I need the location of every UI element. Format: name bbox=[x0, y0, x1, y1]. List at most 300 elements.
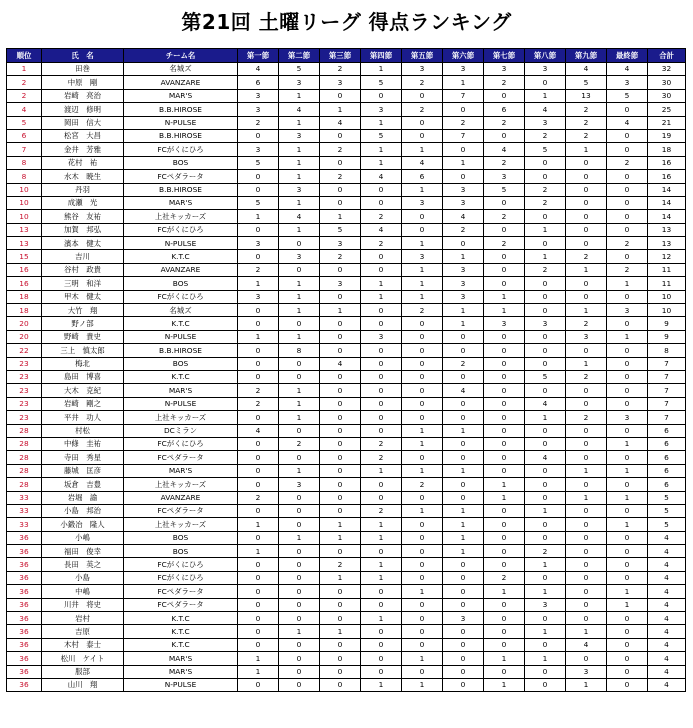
cell-final-round: 1 bbox=[607, 491, 648, 504]
cell-round-7: 0 bbox=[484, 464, 525, 477]
cell-round-3: 0 bbox=[320, 545, 361, 558]
cell-round-5: 2 bbox=[402, 304, 443, 317]
cell-team-name: 上社キッカーズ bbox=[124, 210, 238, 223]
cell-round-5: 1 bbox=[402, 678, 443, 691]
cell-round-8: 5 bbox=[525, 370, 566, 383]
cell-round-8: 1 bbox=[525, 504, 566, 517]
cell-round-9: 3 bbox=[566, 665, 607, 678]
cell-round-7: 3 bbox=[484, 63, 525, 76]
cell-round-3: 0 bbox=[320, 652, 361, 665]
cell-round-4: 1 bbox=[361, 143, 402, 156]
cell-team-name: K.T.C bbox=[124, 370, 238, 383]
cell-round-7: 2 bbox=[484, 210, 525, 223]
cell-final-round: 3 bbox=[607, 411, 648, 424]
cell-round-2: 1 bbox=[279, 277, 320, 290]
cell-team-name: FCがくにひろ bbox=[124, 223, 238, 236]
cell-round-5: 0 bbox=[402, 491, 443, 504]
cell-round-6: 0 bbox=[443, 585, 484, 598]
cell-total: 4 bbox=[648, 625, 686, 638]
table-row bbox=[7, 612, 686, 625]
cell-round-2: 1 bbox=[279, 625, 320, 638]
cell-round-9: 0 bbox=[566, 451, 607, 464]
cell-round-8: 1 bbox=[525, 585, 566, 598]
header-cell-round-4: 第四節 bbox=[361, 49, 402, 63]
cell-round-6: 3 bbox=[443, 277, 484, 290]
cell-team-name: K.T.C bbox=[124, 625, 238, 638]
cell-player-name: 坂倉 吉豊 bbox=[42, 478, 124, 491]
cell-round-1: 4 bbox=[238, 63, 279, 76]
cell-round-5: 0 bbox=[402, 638, 443, 651]
cell-round-6: 0 bbox=[443, 170, 484, 183]
cell-team-name: FCがくにひろ bbox=[124, 143, 238, 156]
cell-round-8: 0 bbox=[525, 424, 566, 437]
cell-round-5: 1 bbox=[402, 277, 443, 290]
cell-round-1: 2 bbox=[238, 116, 279, 129]
cell-round-4: 0 bbox=[361, 89, 402, 102]
cell-player-name: 中條 圭祐 bbox=[42, 437, 124, 450]
cell-team-name: FCペダラータ bbox=[124, 451, 238, 464]
cell-round-3: 0 bbox=[320, 598, 361, 611]
cell-total: 19 bbox=[648, 129, 686, 142]
cell-round-5: 6 bbox=[402, 170, 443, 183]
cell-round-8: 0 bbox=[525, 491, 566, 504]
cell-round-1: 0 bbox=[238, 504, 279, 517]
cell-round-9: 0 bbox=[566, 518, 607, 531]
cell-round-3: 0 bbox=[320, 317, 361, 330]
cell-player-name: 岩崎 亮治 bbox=[42, 89, 124, 102]
cell-round-6: 0 bbox=[443, 451, 484, 464]
cell-round-2: 3 bbox=[279, 478, 320, 491]
cell-team-name: BOS bbox=[124, 545, 238, 558]
cell-round-2: 0 bbox=[279, 357, 320, 370]
table-row bbox=[7, 491, 686, 504]
table-row bbox=[7, 76, 686, 89]
cell-round-9: 0 bbox=[566, 531, 607, 544]
cell-player-name: 寺田 秀星 bbox=[42, 451, 124, 464]
cell-round-1: 0 bbox=[238, 464, 279, 477]
cell-player-name: 吉川 bbox=[42, 250, 124, 263]
cell-round-5: 2 bbox=[402, 478, 443, 491]
cell-round-6: 7 bbox=[443, 89, 484, 102]
cell-round-6: 0 bbox=[443, 665, 484, 678]
cell-round-3: 0 bbox=[320, 196, 361, 209]
cell-round-6: 0 bbox=[443, 491, 484, 504]
table-row bbox=[7, 129, 686, 142]
cell-team-name: BOS bbox=[124, 277, 238, 290]
cell-round-5: 2 bbox=[402, 103, 443, 116]
table-row bbox=[7, 170, 686, 183]
table-row bbox=[7, 277, 686, 290]
cell-total: 9 bbox=[648, 317, 686, 330]
cell-round-5: 0 bbox=[402, 558, 443, 571]
cell-round-4: 1 bbox=[361, 518, 402, 531]
cell-round-3: 0 bbox=[320, 585, 361, 598]
cell-rank: 23 bbox=[7, 411, 42, 424]
cell-round-5: 0 bbox=[402, 89, 443, 102]
cell-round-6: 0 bbox=[443, 330, 484, 343]
cell-round-3: 0 bbox=[320, 397, 361, 410]
cell-rank: 23 bbox=[7, 357, 42, 370]
cell-round-5: 0 bbox=[402, 411, 443, 424]
cell-round-8: 3 bbox=[525, 116, 566, 129]
cell-player-name: 山川 翔 bbox=[42, 678, 124, 691]
cell-round-9: 0 bbox=[566, 384, 607, 397]
cell-round-8: 0 bbox=[525, 531, 566, 544]
header-cell-round-9: 第九節 bbox=[566, 49, 607, 63]
cell-team-name: BOS bbox=[124, 357, 238, 370]
cell-rank: 16 bbox=[7, 277, 42, 290]
cell-round-3: 0 bbox=[320, 411, 361, 424]
cell-rank: 33 bbox=[7, 504, 42, 517]
cell-final-round: 0 bbox=[607, 196, 648, 209]
cell-round-6: 0 bbox=[443, 370, 484, 383]
cell-player-name: 野崎 貴史 bbox=[42, 330, 124, 343]
cell-team-name: FCペダラータ bbox=[124, 598, 238, 611]
cell-round-2: 1 bbox=[279, 116, 320, 129]
cell-round-8: 0 bbox=[525, 678, 566, 691]
cell-round-8: 2 bbox=[525, 129, 566, 142]
cell-round-5: 0 bbox=[402, 451, 443, 464]
cell-player-name: 梅北 bbox=[42, 357, 124, 370]
cell-round-4: 0 bbox=[361, 317, 402, 330]
cell-round-4: 0 bbox=[361, 652, 402, 665]
cell-rank: 13 bbox=[7, 237, 42, 250]
cell-final-round: 0 bbox=[607, 210, 648, 223]
table-row bbox=[7, 665, 686, 678]
cell-round-1: 2 bbox=[238, 491, 279, 504]
cell-team-name: AVANZARE bbox=[124, 76, 238, 89]
cell-round-1: 0 bbox=[238, 678, 279, 691]
cell-team-name: K.T.C bbox=[124, 317, 238, 330]
cell-round-7: 1 bbox=[484, 478, 525, 491]
cell-round-1: 0 bbox=[238, 357, 279, 370]
cell-round-1: 0 bbox=[238, 478, 279, 491]
cell-player-name: 平井 功人 bbox=[42, 411, 124, 424]
cell-round-1: 0 bbox=[238, 571, 279, 584]
cell-round-5: 1 bbox=[402, 237, 443, 250]
cell-round-2: 1 bbox=[279, 143, 320, 156]
cell-round-2: 1 bbox=[279, 397, 320, 410]
cell-round-8: 0 bbox=[525, 612, 566, 625]
cell-round-8: 0 bbox=[525, 478, 566, 491]
cell-player-name: 小島 bbox=[42, 571, 124, 584]
cell-round-5: 0 bbox=[402, 397, 443, 410]
cell-team-name: N-PULSE bbox=[124, 678, 238, 691]
cell-final-round: 0 bbox=[607, 504, 648, 517]
cell-round-2: 1 bbox=[279, 304, 320, 317]
cell-total: 4 bbox=[648, 678, 686, 691]
header-cell-round-5: 第五節 bbox=[402, 49, 443, 63]
cell-round-7: 0 bbox=[484, 223, 525, 236]
cell-round-2: 0 bbox=[279, 263, 320, 276]
cell-team-name: FCがくにひろ bbox=[124, 558, 238, 571]
cell-round-1: 0 bbox=[238, 638, 279, 651]
cell-round-5: 1 bbox=[402, 437, 443, 450]
cell-round-4: 4 bbox=[361, 170, 402, 183]
table-row bbox=[7, 518, 686, 531]
table-row bbox=[7, 89, 686, 102]
cell-final-round: 0 bbox=[607, 129, 648, 142]
cell-total: 30 bbox=[648, 89, 686, 102]
cell-round-4: 1 bbox=[361, 678, 402, 691]
cell-player-name: 村松 bbox=[42, 424, 124, 437]
cell-final-round: 5 bbox=[607, 89, 648, 102]
cell-round-6: 4 bbox=[443, 384, 484, 397]
cell-team-name: FCがくにひろ bbox=[124, 571, 238, 584]
cell-round-2: 1 bbox=[279, 156, 320, 169]
cell-round-2: 0 bbox=[279, 598, 320, 611]
cell-final-round: 0 bbox=[607, 223, 648, 236]
cell-rank: 36 bbox=[7, 612, 42, 625]
header-cell-round-1: 第一節 bbox=[238, 49, 279, 63]
cell-rank: 10 bbox=[7, 183, 42, 196]
ranking-table bbox=[6, 48, 686, 692]
cell-final-round: 0 bbox=[607, 384, 648, 397]
cell-round-1: 0 bbox=[238, 183, 279, 196]
cell-round-7: 0 bbox=[484, 638, 525, 651]
cell-round-8: 0 bbox=[525, 518, 566, 531]
cell-total: 6 bbox=[648, 464, 686, 477]
table-row bbox=[7, 210, 686, 223]
header-cell-player-name: 氏 名 bbox=[42, 49, 124, 63]
cell-round-7: 0 bbox=[484, 196, 525, 209]
cell-final-round: 0 bbox=[607, 558, 648, 571]
cell-rank: 8 bbox=[7, 170, 42, 183]
cell-round-2: 0 bbox=[279, 545, 320, 558]
cell-round-4: 0 bbox=[361, 357, 402, 370]
cell-round-9: 0 bbox=[566, 598, 607, 611]
cell-team-name: MAR'S bbox=[124, 196, 238, 209]
cell-round-8: 0 bbox=[525, 344, 566, 357]
table-row bbox=[7, 571, 686, 584]
cell-round-9: 1 bbox=[566, 143, 607, 156]
cell-round-6: 3 bbox=[443, 263, 484, 276]
cell-total: 14 bbox=[648, 183, 686, 196]
cell-round-3: 2 bbox=[320, 250, 361, 263]
cell-round-4: 1 bbox=[361, 558, 402, 571]
cell-round-5: 0 bbox=[402, 210, 443, 223]
cell-rank: 20 bbox=[7, 317, 42, 330]
cell-rank: 13 bbox=[7, 223, 42, 236]
table-row bbox=[7, 558, 686, 571]
header-row bbox=[7, 49, 686, 63]
cell-round-4: 1 bbox=[361, 277, 402, 290]
cell-player-name: 吉原 bbox=[42, 625, 124, 638]
cell-rank: 36 bbox=[7, 545, 42, 558]
table-row bbox=[7, 545, 686, 558]
cell-round-7: 0 bbox=[484, 518, 525, 531]
cell-player-name: 藤城 匡彦 bbox=[42, 464, 124, 477]
cell-round-7: 0 bbox=[484, 545, 525, 558]
cell-round-4: 0 bbox=[361, 304, 402, 317]
cell-total: 9 bbox=[648, 330, 686, 343]
cell-round-9: 0 bbox=[566, 612, 607, 625]
cell-round-4: 1 bbox=[361, 571, 402, 584]
cell-round-1: 0 bbox=[238, 370, 279, 383]
table-row bbox=[7, 531, 686, 544]
cell-round-1: 3 bbox=[238, 290, 279, 303]
cell-total: 10 bbox=[648, 290, 686, 303]
cell-round-2: 3 bbox=[279, 76, 320, 89]
cell-round-5: 0 bbox=[402, 129, 443, 142]
cell-round-1: 1 bbox=[238, 518, 279, 531]
cell-round-2: 0 bbox=[279, 585, 320, 598]
cell-round-4: 0 bbox=[361, 638, 402, 651]
cell-round-7: 3 bbox=[484, 170, 525, 183]
cell-round-5: 3 bbox=[402, 63, 443, 76]
cell-round-9: 1 bbox=[566, 304, 607, 317]
cell-total: 5 bbox=[648, 504, 686, 517]
cell-round-3: 0 bbox=[320, 638, 361, 651]
cell-round-5: 0 bbox=[402, 571, 443, 584]
cell-round-7: 3 bbox=[484, 317, 525, 330]
cell-round-4: 0 bbox=[361, 545, 402, 558]
cell-round-7: 1 bbox=[484, 652, 525, 665]
cell-round-3: 0 bbox=[320, 183, 361, 196]
cell-player-name: 大木 克紀 bbox=[42, 384, 124, 397]
cell-round-7: 0 bbox=[484, 370, 525, 383]
header-cell-final-round: 最終節 bbox=[607, 49, 648, 63]
cell-round-4: 0 bbox=[361, 665, 402, 678]
cell-round-1: 0 bbox=[238, 250, 279, 263]
cell-team-name: B.B.HIROSE bbox=[124, 129, 238, 142]
cell-round-2: 2 bbox=[279, 437, 320, 450]
table-row bbox=[7, 585, 686, 598]
cell-round-6: 7 bbox=[443, 129, 484, 142]
cell-total: 4 bbox=[648, 612, 686, 625]
cell-round-2: 1 bbox=[279, 330, 320, 343]
cell-round-3: 0 bbox=[320, 437, 361, 450]
cell-final-round: 0 bbox=[607, 612, 648, 625]
cell-team-name: 上社キッカーズ bbox=[124, 518, 238, 531]
cell-round-8: 0 bbox=[525, 156, 566, 169]
table-row bbox=[7, 196, 686, 209]
cell-final-round: 3 bbox=[607, 76, 648, 89]
cell-player-name: 濱本 健太 bbox=[42, 237, 124, 250]
cell-round-2: 3 bbox=[279, 183, 320, 196]
cell-round-5: 1 bbox=[402, 424, 443, 437]
table-row bbox=[7, 638, 686, 651]
cell-round-9: 3 bbox=[566, 330, 607, 343]
cell-round-2: 0 bbox=[279, 558, 320, 571]
cell-round-6: 0 bbox=[443, 571, 484, 584]
cell-player-name: 大竹 翔 bbox=[42, 304, 124, 317]
cell-team-name: B.B.HIROSE bbox=[124, 183, 238, 196]
cell-round-7: 0 bbox=[484, 665, 525, 678]
cell-final-round: 1 bbox=[607, 437, 648, 450]
cell-round-3: 1 bbox=[320, 103, 361, 116]
cell-round-9: 0 bbox=[566, 397, 607, 410]
cell-player-name: 木村 泰士 bbox=[42, 638, 124, 651]
cell-player-name: 加賀 邦弘 bbox=[42, 223, 124, 236]
cell-player-name: 三上 慎太郎 bbox=[42, 344, 124, 357]
cell-round-4: 1 bbox=[361, 464, 402, 477]
cell-rank: 33 bbox=[7, 491, 42, 504]
cell-round-5: 0 bbox=[402, 625, 443, 638]
cell-final-round: 1 bbox=[607, 585, 648, 598]
cell-round-9: 0 bbox=[566, 290, 607, 303]
cell-rank: 8 bbox=[7, 156, 42, 169]
cell-team-name: MAR'S bbox=[124, 464, 238, 477]
table-row bbox=[7, 451, 686, 464]
cell-rank: 36 bbox=[7, 665, 42, 678]
cell-round-7: 1 bbox=[484, 678, 525, 691]
table-row bbox=[7, 625, 686, 638]
cell-rank: 4 bbox=[7, 103, 42, 116]
cell-round-4: 2 bbox=[361, 210, 402, 223]
cell-total: 7 bbox=[648, 397, 686, 410]
cell-round-5: 0 bbox=[402, 344, 443, 357]
cell-round-6: 0 bbox=[443, 344, 484, 357]
cell-round-7: 0 bbox=[484, 344, 525, 357]
cell-total: 4 bbox=[648, 545, 686, 558]
table-row bbox=[7, 424, 686, 437]
cell-final-round: 4 bbox=[607, 63, 648, 76]
cell-round-8: 0 bbox=[525, 330, 566, 343]
cell-round-9: 2 bbox=[566, 370, 607, 383]
cell-team-name: MAR'S bbox=[124, 665, 238, 678]
cell-rank: 2 bbox=[7, 76, 42, 89]
cell-round-3: 0 bbox=[320, 156, 361, 169]
cell-round-6: 1 bbox=[443, 424, 484, 437]
cell-round-3: 0 bbox=[320, 263, 361, 276]
cell-round-4: 0 bbox=[361, 196, 402, 209]
cell-round-2: 0 bbox=[279, 491, 320, 504]
cell-round-7: 0 bbox=[484, 531, 525, 544]
cell-round-7: 0 bbox=[484, 357, 525, 370]
cell-round-1: 3 bbox=[238, 143, 279, 156]
cell-round-7: 2 bbox=[484, 156, 525, 169]
header-cell-round-8: 第八節 bbox=[525, 49, 566, 63]
cell-round-3: 0 bbox=[320, 504, 361, 517]
cell-total: 11 bbox=[648, 263, 686, 276]
cell-round-1: 0 bbox=[238, 612, 279, 625]
cell-rank: 36 bbox=[7, 652, 42, 665]
cell-round-2: 0 bbox=[279, 370, 320, 383]
cell-round-3: 0 bbox=[320, 464, 361, 477]
cell-round-8: 1 bbox=[525, 250, 566, 263]
cell-round-7: 0 bbox=[484, 625, 525, 638]
cell-round-2: 1 bbox=[279, 170, 320, 183]
cell-round-7: 0 bbox=[484, 612, 525, 625]
cell-round-2: 1 bbox=[279, 464, 320, 477]
cell-round-1: 1 bbox=[238, 665, 279, 678]
cell-round-4: 0 bbox=[361, 344, 402, 357]
cell-round-6: 1 bbox=[443, 464, 484, 477]
cell-team-name: FCがくにひろ bbox=[124, 290, 238, 303]
cell-total: 18 bbox=[648, 143, 686, 156]
cell-round-9: 0 bbox=[566, 344, 607, 357]
cell-total: 4 bbox=[648, 638, 686, 651]
cell-player-name: 花村 祐 bbox=[42, 156, 124, 169]
cell-round-6: 2 bbox=[443, 357, 484, 370]
cell-team-name: K.T.C bbox=[124, 638, 238, 651]
cell-player-name: 小鍛冶 隆人 bbox=[42, 518, 124, 531]
cell-round-1: 0 bbox=[238, 344, 279, 357]
cell-team-name: MAR'S bbox=[124, 384, 238, 397]
cell-round-9: 0 bbox=[566, 237, 607, 250]
cell-rank: 10 bbox=[7, 210, 42, 223]
cell-total: 6 bbox=[648, 478, 686, 491]
cell-rank: 36 bbox=[7, 585, 42, 598]
cell-rank: 36 bbox=[7, 531, 42, 544]
cell-player-name: 甲木 健太 bbox=[42, 290, 124, 303]
cell-round-3: 0 bbox=[320, 129, 361, 142]
cell-round-6: 3 bbox=[443, 63, 484, 76]
cell-round-7: 0 bbox=[484, 250, 525, 263]
cell-round-5: 1 bbox=[402, 585, 443, 598]
table-row bbox=[7, 304, 686, 317]
